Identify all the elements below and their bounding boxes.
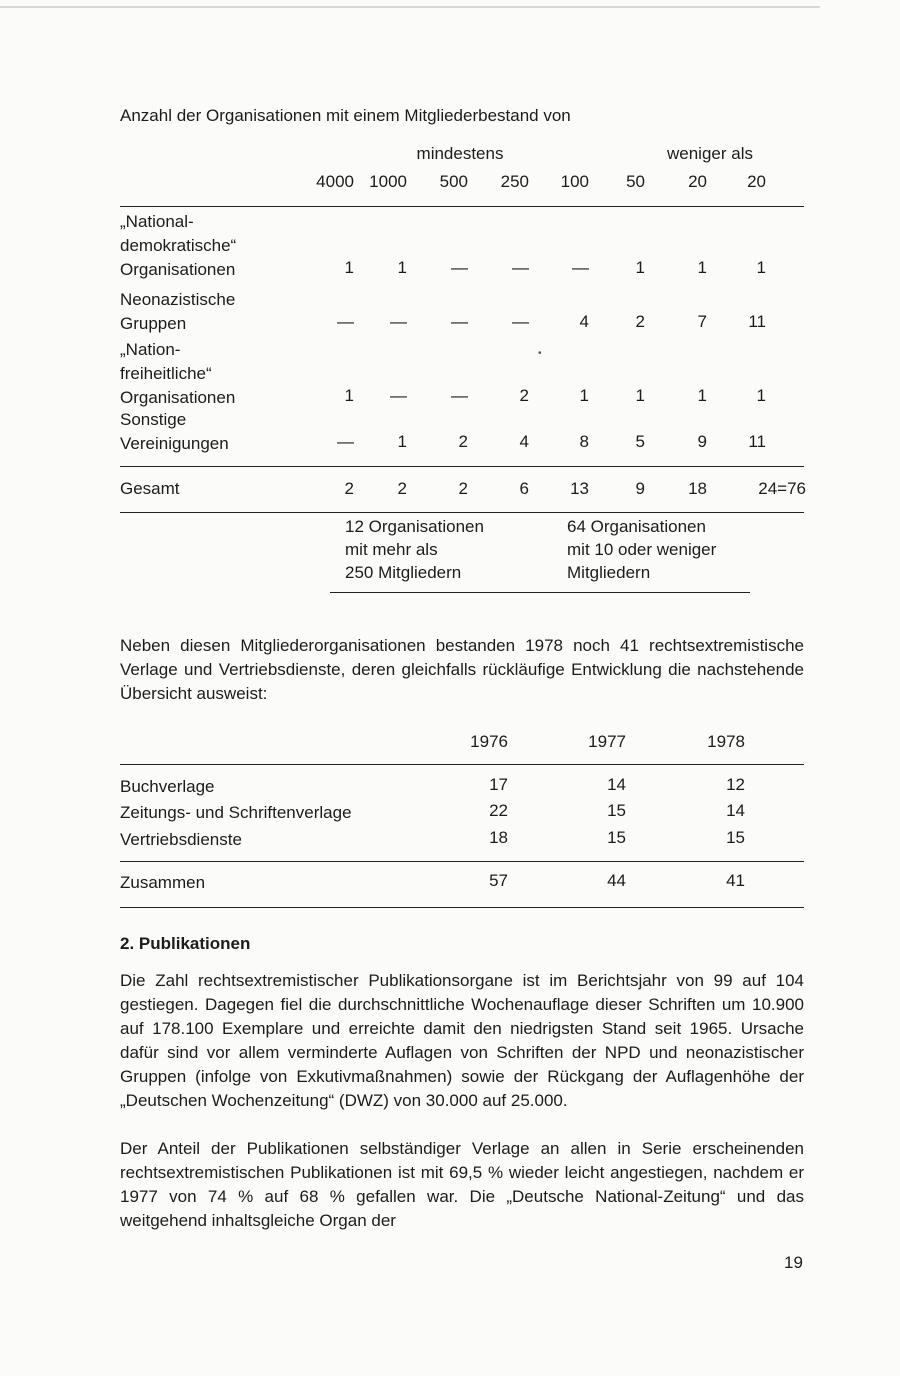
table1-cell: 1 bbox=[397, 432, 407, 451]
table1-cell: 1 bbox=[344, 258, 354, 277]
table1-row-label-line: freiheitliche“ bbox=[120, 364, 212, 383]
page-number: 19 bbox=[784, 1253, 803, 1272]
table1-cell: 9 bbox=[697, 432, 707, 451]
table1-total-cell: 2 bbox=[458, 479, 468, 498]
table1-total-cell: 18 bbox=[688, 479, 707, 498]
table2-cell: 22 bbox=[489, 801, 508, 820]
table1-row-label-line: Neonazistische bbox=[120, 290, 236, 309]
table1-cell: 1 bbox=[635, 386, 645, 405]
table2-total-cell: 41 bbox=[726, 871, 745, 890]
table1-total-rule bbox=[120, 512, 804, 513]
table1-cell: 1 bbox=[344, 386, 354, 405]
table1-cell: 7 bbox=[697, 312, 707, 331]
table1-total-label: Gesamt bbox=[120, 479, 180, 498]
table2-year-header: 1977 bbox=[588, 732, 626, 751]
table1-cell: — bbox=[512, 258, 529, 277]
table1-cell: 11 bbox=[748, 432, 766, 451]
table1-cell: 2 bbox=[458, 432, 468, 451]
table1-column-header: 500 bbox=[439, 172, 468, 191]
scan-edge-line bbox=[0, 6, 820, 8]
table1-summary-left bbox=[345, 515, 484, 584]
table1-total-cell: 2 bbox=[397, 479, 407, 498]
table1-row-label bbox=[120, 338, 235, 410]
table1-summary-right bbox=[567, 515, 716, 584]
table1-cell: — bbox=[451, 312, 468, 331]
table1-body-rule bbox=[120, 466, 804, 467]
table2-total-rule bbox=[120, 907, 804, 908]
summary-left-line: 250 Mitgliedern bbox=[345, 563, 462, 582]
table1-cell: 1 bbox=[756, 258, 766, 277]
scan-dot: • bbox=[538, 348, 542, 359]
table1-column-header: 20 bbox=[747, 172, 766, 191]
table1-total-cell: 13 bbox=[570, 479, 589, 498]
table1-row-label-line: Organisationen bbox=[120, 260, 236, 279]
table1-group-mindestens: mindestens bbox=[416, 144, 504, 163]
table1-total-cell: 2 bbox=[344, 479, 354, 498]
table2-total-label: Zusammen bbox=[120, 873, 206, 892]
table1-cell: — bbox=[337, 312, 354, 331]
table1-cell: — bbox=[390, 386, 407, 405]
section-heading: 2. Publikationen bbox=[120, 934, 251, 953]
summary-right-line: 64 Organisationen bbox=[567, 517, 706, 536]
table1-title: Anzahl der Organisationen mit einem Mitgliederbestand von bbox=[120, 106, 571, 125]
table1-cell: 11 bbox=[748, 312, 766, 331]
table2-cell: 14 bbox=[726, 801, 745, 820]
table1-cell: 1 bbox=[756, 386, 766, 405]
table1-cell: 4 bbox=[519, 432, 529, 451]
table2-header-rule bbox=[120, 764, 804, 765]
table1-summary-rule bbox=[330, 592, 750, 593]
table2-cell: 12 bbox=[726, 775, 745, 794]
table2-cell: 14 bbox=[607, 775, 626, 794]
table1-total-cell: 24=76 bbox=[758, 479, 806, 498]
table2-cell: 18 bbox=[489, 828, 508, 847]
table2-row-label: Zeitungs- und Schriftenverlage bbox=[120, 803, 352, 822]
table1-cell: 1 bbox=[697, 386, 707, 405]
table2-body-rule bbox=[120, 861, 804, 862]
table1-cell: 8 bbox=[579, 432, 589, 451]
paragraph-anteil: Der Anteil der Publikationen selbständiger Verlage an allen in Serie erscheinenden rechtsextremistischen Publikationen ist mit 69,5 % wieder leicht angestiegen, nachdem er 1977 von 74 % auf 68 % gefallen war. Die „Deutsche National-Zeitung“ und das weitgehend inhaltsgleiche Organ der bbox=[120, 1139, 804, 1230]
table1-column-header: 1000 bbox=[369, 172, 407, 191]
paragraph-publikationen: Die Zahl rechtsextremistischer Publikationsorgane ist im Berichtsjahr von 99 auf 104 gestiegen. Dagegen fiel die durchschnittliche Wochenauflage dieser Schriften um 10.900 auf 178.100 Exemplare und erreichte damit den niedrigsten Stand seit 1965. Ursache dafür sind vor allem verminderte Auflagen von Schriften der NPD und neonazistischer Gruppen (infolge von Exkutivmaßnahmen) sowie der Rückgang der Auflagenhöhe der „Deutschen Wochenzeitung“ (DWZ) von 30.000 auf 25.000. bbox=[120, 971, 804, 1110]
table1-cell: — bbox=[337, 432, 354, 451]
table1-column-header: 100 bbox=[560, 172, 589, 191]
table1-total-cell: 6 bbox=[519, 479, 529, 498]
summary-left-line: mit mehr als bbox=[345, 540, 438, 559]
table1-row-label-line: demokratische“ bbox=[120, 236, 237, 255]
table1-cell: 1 bbox=[635, 258, 645, 277]
table1-cell: 5 bbox=[635, 432, 645, 451]
table2-year-header: 1978 bbox=[707, 732, 745, 751]
table1-row-label bbox=[120, 288, 235, 336]
table1-column-header: 250 bbox=[500, 172, 529, 191]
table1-column-header: 4000 bbox=[316, 172, 354, 191]
table1-cell: — bbox=[572, 258, 589, 277]
summary-right-line: mit 10 oder weniger bbox=[567, 540, 717, 559]
summary-right-line: Mitgliedern bbox=[567, 563, 651, 582]
table1-row-label-line: Sonstige bbox=[120, 410, 187, 429]
table1-cell: — bbox=[390, 312, 407, 331]
table1-cell: 1 bbox=[697, 258, 707, 277]
summary-left-line: 12 Organisationen bbox=[345, 517, 484, 536]
table1-column-header: 50 bbox=[626, 172, 645, 191]
table1-total-cell: 9 bbox=[635, 479, 645, 498]
table1-row-label-line: Vereinigungen bbox=[120, 434, 229, 453]
table1-row-label-line: Organisationen bbox=[120, 388, 236, 407]
table1-cell: 2 bbox=[635, 312, 645, 331]
table1-row-label-line: „National- bbox=[120, 212, 194, 231]
table2-cell: 15 bbox=[607, 828, 626, 847]
table2-cell: 17 bbox=[489, 775, 508, 794]
table1-cell: 1 bbox=[397, 258, 407, 277]
table1-header-rule bbox=[120, 206, 804, 207]
table2-cell: 15 bbox=[607, 801, 626, 820]
paragraph-verlage-intro: Neben diesen Mitgliederorganisationen bestanden 1978 noch 41 rechtsextremistische Verlage und Vertriebsdienste, deren gleichfalls rückläufige Entwicklung die nachstehende Übersicht ausweist: bbox=[120, 636, 804, 703]
table2-row-label: Buchverlage bbox=[120, 777, 215, 796]
table2-cell: 15 bbox=[726, 828, 745, 847]
table1-group-weniger-als: weniger als bbox=[667, 144, 753, 163]
table1-row-label-line: „Nation- bbox=[120, 340, 181, 359]
table1-cell: 1 bbox=[579, 386, 589, 405]
table1-cell: — bbox=[451, 386, 468, 405]
table1-cell: 2 bbox=[519, 386, 529, 405]
table2-year-header: 1976 bbox=[470, 732, 508, 751]
table1-row-label bbox=[120, 408, 229, 456]
table1-row-label bbox=[120, 210, 236, 282]
table1-cell: 4 bbox=[579, 312, 589, 331]
table1-row-label-line: Gruppen bbox=[120, 314, 187, 333]
table1-column-header: 20 bbox=[688, 172, 707, 191]
table1-cell: — bbox=[451, 258, 468, 277]
table2-total-cell: 57 bbox=[489, 871, 508, 890]
table2-total-cell: 44 bbox=[607, 871, 626, 890]
table1-cell: — bbox=[512, 312, 529, 331]
table2-row-label: Vertriebsdienste bbox=[120, 830, 242, 849]
